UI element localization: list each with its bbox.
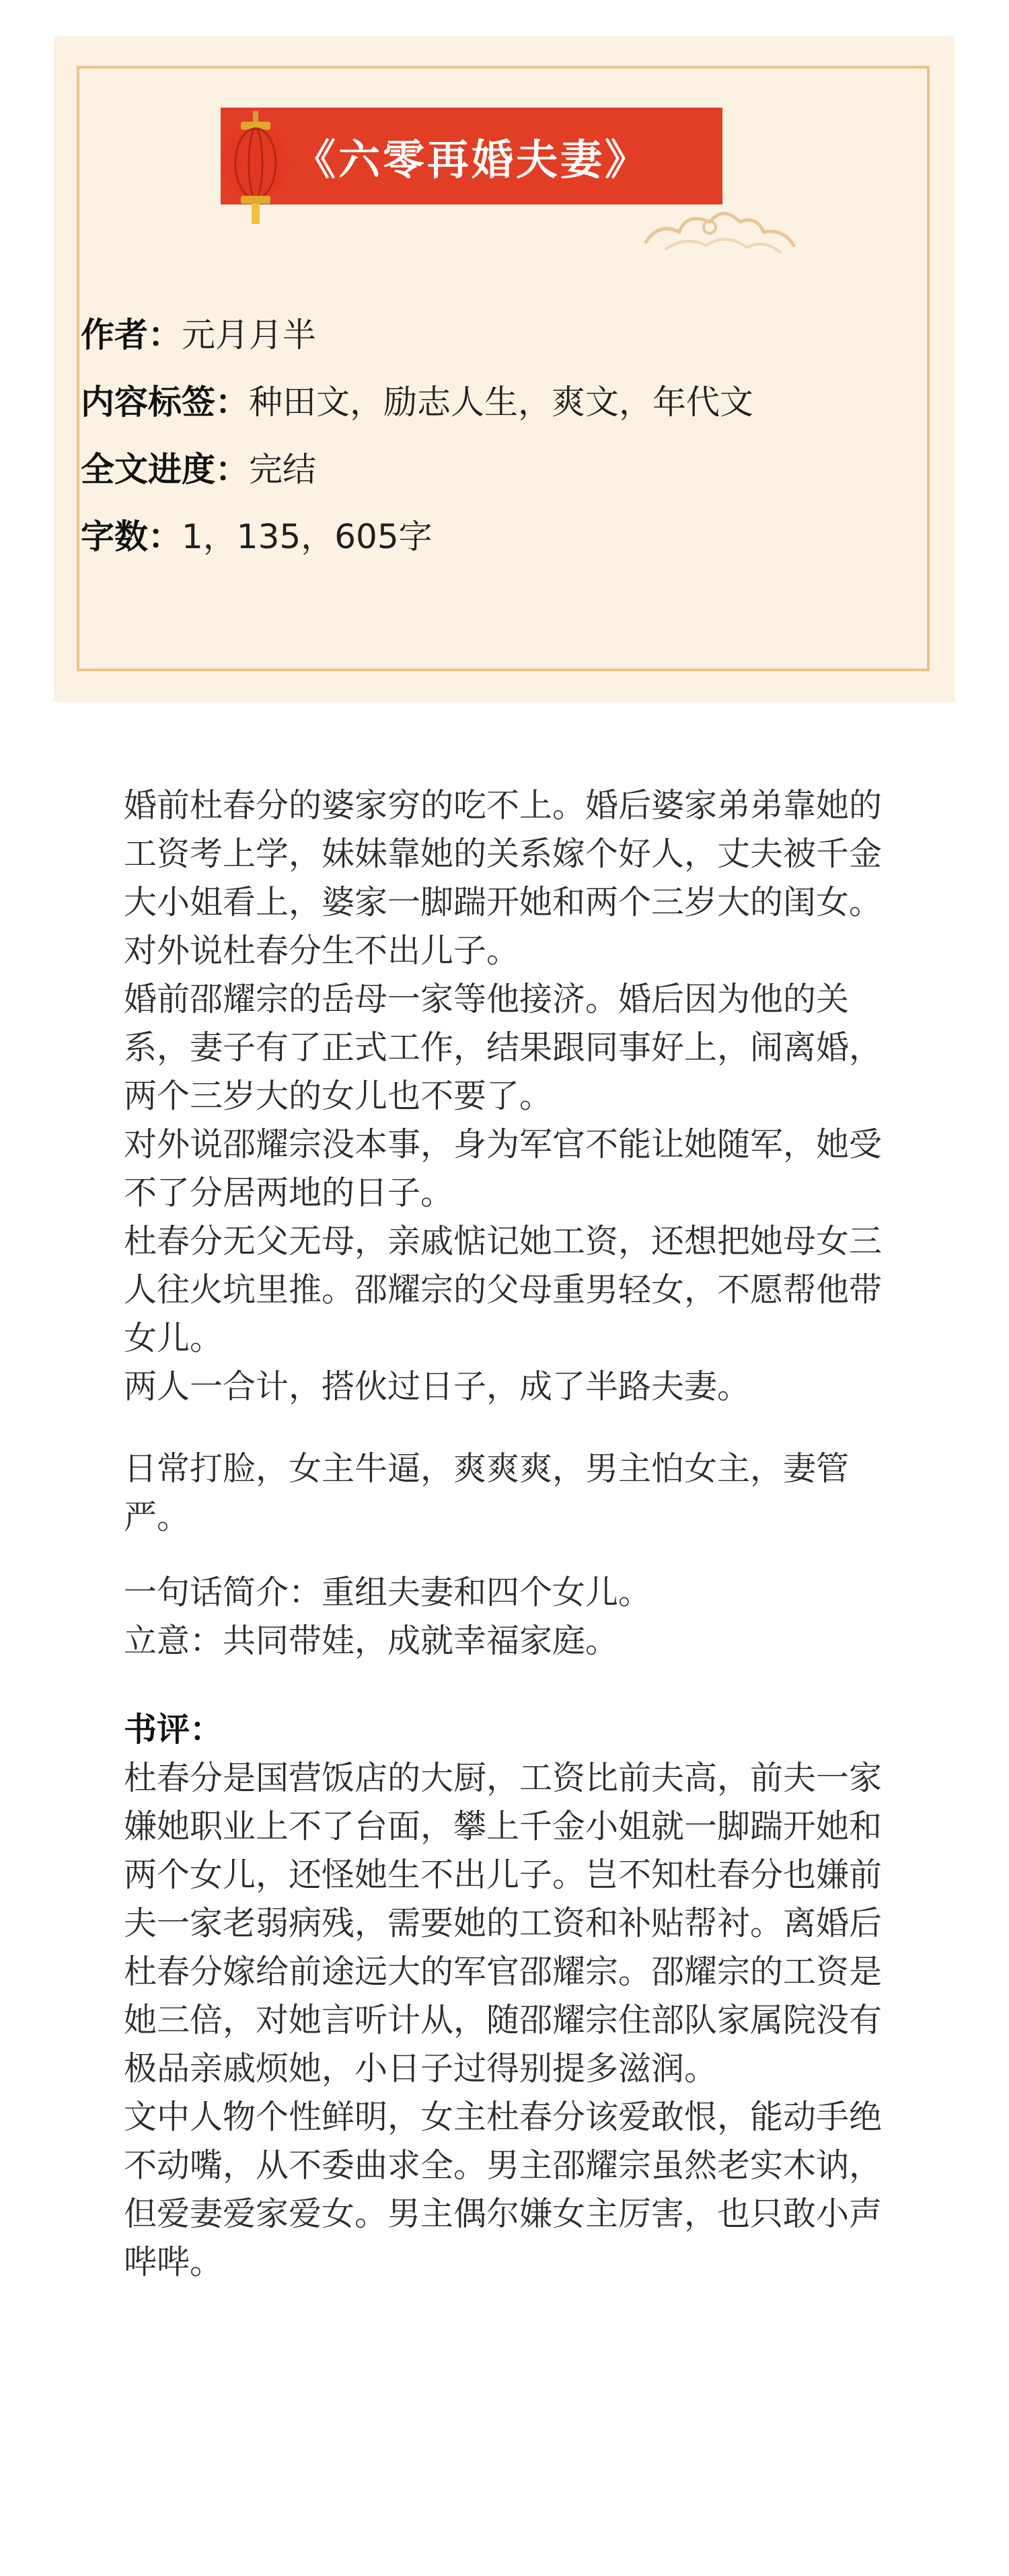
- synopsis-paragraph: 婚前杜春分的婆家穷的吃不上。婚后婆家弟弟靠她的工资考上学，妹妹靠她的关系嫁个好人，丈夫被千金大小姐看上，婆家一脚踹开她和两个三岁大的闺女。: [124, 786, 883, 921]
- progress-value: 完结: [249, 450, 316, 489]
- book-meta: [81, 301, 888, 570]
- theme-summary: 立意：共同带娃，成就幸福家庭。: [124, 1622, 619, 1660]
- progress-row: [81, 436, 888, 503]
- synopsis-paragraph: 两人一合计，搭伙过日子，成了半路夫妻。: [124, 1367, 751, 1406]
- tags-value: 种田文，励志人生，爽文，年代文: [249, 383, 753, 422]
- author-label: 作者：: [81, 315, 182, 354]
- synopsis-paragraph: 对外说杜春分生不出儿子。: [124, 932, 520, 970]
- wordcount-value: 1，135，605字: [182, 517, 433, 556]
- book-title: 《六零再婚夫妻》: [293, 135, 649, 184]
- review-heading: 书评：: [124, 1710, 223, 1749]
- tags-label: 内容标签：: [81, 383, 249, 422]
- progress-label: 全文进度：: [81, 450, 249, 489]
- author-value: 元月月半: [182, 315, 316, 354]
- tags-row: [81, 369, 888, 436]
- lantern-icon: [215, 111, 296, 225]
- highlights-paragraph: 日常打脸，女主牛逼，爽爽爽，男主怕女主，妻管严。: [124, 1449, 850, 1536]
- author-row: [81, 301, 888, 369]
- review-paragraph: 文中人物个性鲜明，女主杜春分该爱敢恨，能动手绝不动嘴，从不委曲求全。男主邵耀宗虽然老实木讷，但爱妻爱家爱女。男主偶尔嫌女主厉害，也只敢小声哔哔。: [124, 2098, 883, 2281]
- article-body: [124, 782, 897, 2287]
- wordcount-row: [81, 503, 888, 570]
- cloud-ornament-icon: [639, 195, 800, 262]
- synopsis-paragraph: 对外说邵耀宗没本事，身为军官不能让她随军，她受不了分居两地的日子。: [124, 1125, 883, 1212]
- wordcount-label: 字数：: [81, 517, 182, 556]
- synopsis-paragraph: 杜春分无父无母，亲戚惦记她工资，还想把她母女三人往火坑里推。邵耀宗的父母重男轻女，不愿帮他带女儿。: [124, 1222, 883, 1357]
- review-paragraph: 杜春分是国营饭店的大厨，工资比前夫高，前夫一家嫌她职业上不了台面，攀上千金小姐就一脚踹开她和两个女儿，还怪她生不出儿子。岂不知杜春分也嫌前夫一家老弱病残，需要她的工资和补贴帮衬。离婚后杜春分嫁给前途远大的军官邵耀宗。邵耀宗的工资是她三倍，对她言听计从，随邵耀宗住部队家属院没有极品亲戚烦她，小日子过得别提多滋润。: [124, 1759, 883, 2088]
- one-line-summary: 一句话简介：重组夫妻和四个女儿。: [124, 1573, 652, 1612]
- synopsis-paragraph: 婚前邵耀宗的岳母一家等他接济。婚后因为他的关系，妻子有了正式工作，结果跟同事好上，闹离婚，两个三岁大的女儿也不要了。: [124, 980, 883, 1115]
